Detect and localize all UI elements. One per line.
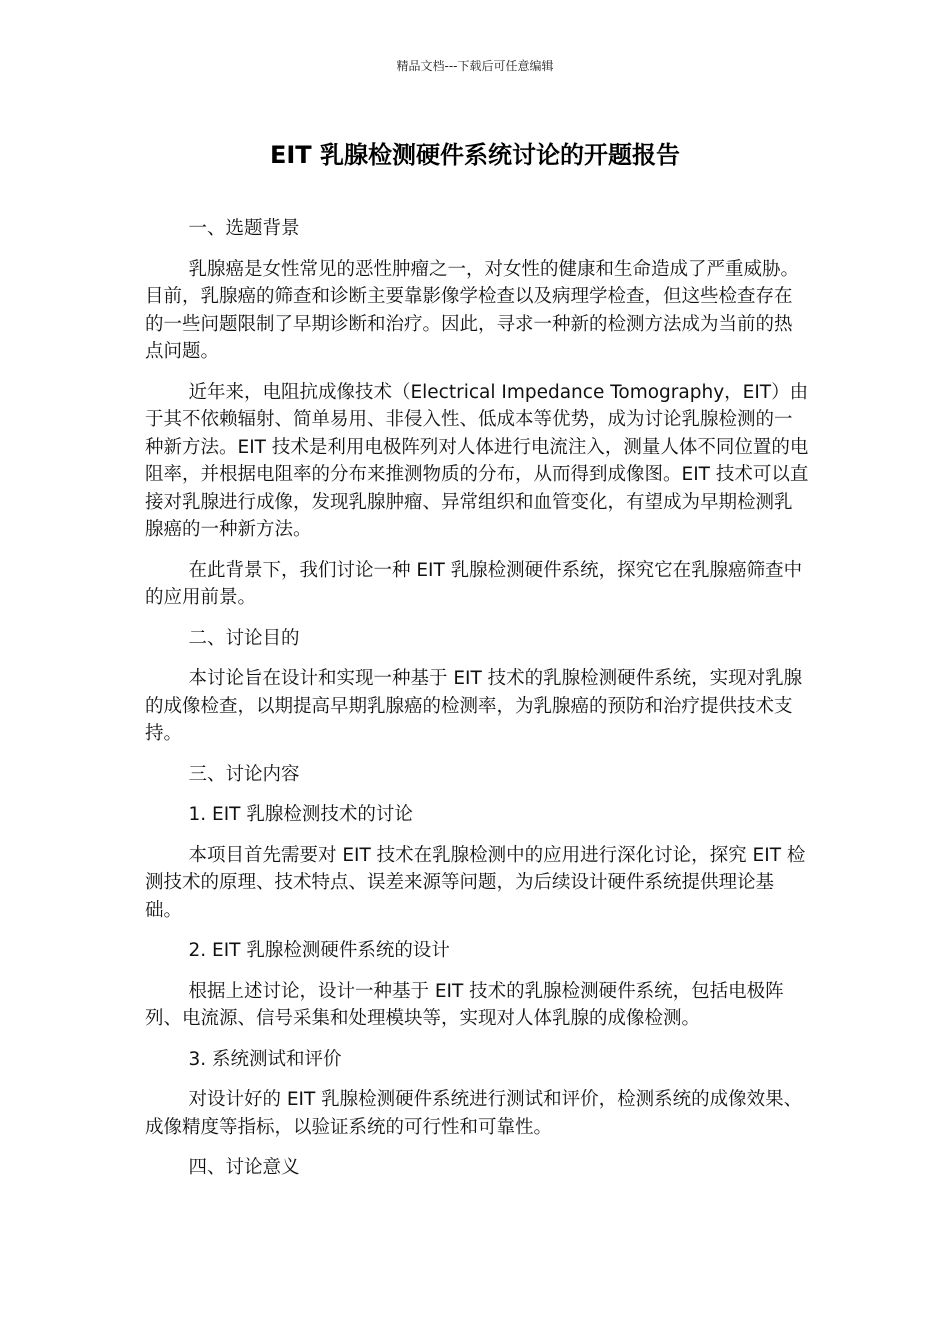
paragraph-system-testing: 对设计好的 EIT 乳腺检测硬件系统进行测试和评价，检测系统的成像效果、成像精度等指标，以验证系统的可行性和可靠性。 <box>145 1089 803 1138</box>
page-header-note: 精品文档---下载后可任意编辑 <box>396 59 554 73</box>
paragraph-hardware-design: 根据上述讨论，设计一种基于 EIT 技术的乳腺检测硬件系统，包括电极阵列、电流源、信号采集和处理模块等，实现对人体乳腺的成像检测。 <box>145 980 784 1029</box>
paragraph-eit-technique: 本项目首先需要对 EIT 技术在乳腺检测中的应用进行深化讨论，探究 EIT 检测技术的原理、技术特点、误差来源等问题，为后续设计硬件系统提供理论基础。 <box>145 844 806 921</box>
section-heading-background: 一、选题背景 <box>188 218 300 239</box>
subheading-system-testing: 3. 系统测试和评价 <box>188 1048 342 1070</box>
paragraph-background-2: 近年来，电阻抗成像技术（Electrical Impedance Tomography，EIT）由于其不依赖辐射、简单易用、非侵入性、低成本等优势，成为讨论乳腺检测的一种新方法。EIT 技术是利用电极阵列对人体进行电流注入，测量人体不同位置的电阻率，并根据电阻率的分布来推测物质的分布，从而得到成像图。EIT 技术可以直接对乳腺进行成像，发现乳腺肿瘤、异常组织和血管变化，有望成为早期检测乳腺癌的一种新方法。 <box>145 381 809 540</box>
paragraph-background-1: 乳腺癌是女性常见的恶性肿瘤之一，对女性的健康和生命造成了严重威胁。目前，乳腺癌的筛查和诊断主要靠影像学检查以及病理学检查，但这些检查存在的一些问题限制了早期诊断和治疗。因此，寻求一种新的检测方法成为当前的热点问题。 <box>145 258 799 362</box>
section-heading-content: 三、讨论内容 <box>188 763 300 785</box>
paragraph-purpose: 本讨论旨在设计和实现一种基于 EIT 技术的乳腺检测硬件系统，实现对乳腺的成像检查，以期提高早期乳腺癌的检测率，为乳腺癌的预防和治疗提供技术支持。 <box>145 668 803 744</box>
paragraph-background-3: 在此背景下，我们讨论一种 EIT 乳腺检测硬件系统，探究它在乳腺癌筛查中的应用前景。 <box>145 559 803 608</box>
subheading-hardware-design: 2. EIT 乳腺检测硬件系统的设计 <box>188 940 450 961</box>
document-body <box>145 215 810 1195</box>
document-title: EIT 乳腺检测硬件系统讨论的开题报告 <box>269 141 681 169</box>
section-heading-purpose: 二、讨论目的 <box>188 627 300 649</box>
section-heading-significance: 四、讨论意义 <box>188 1157 300 1178</box>
subheading-eit-technique: 1. EIT 乳腺检测技术的讨论 <box>188 804 413 825</box>
